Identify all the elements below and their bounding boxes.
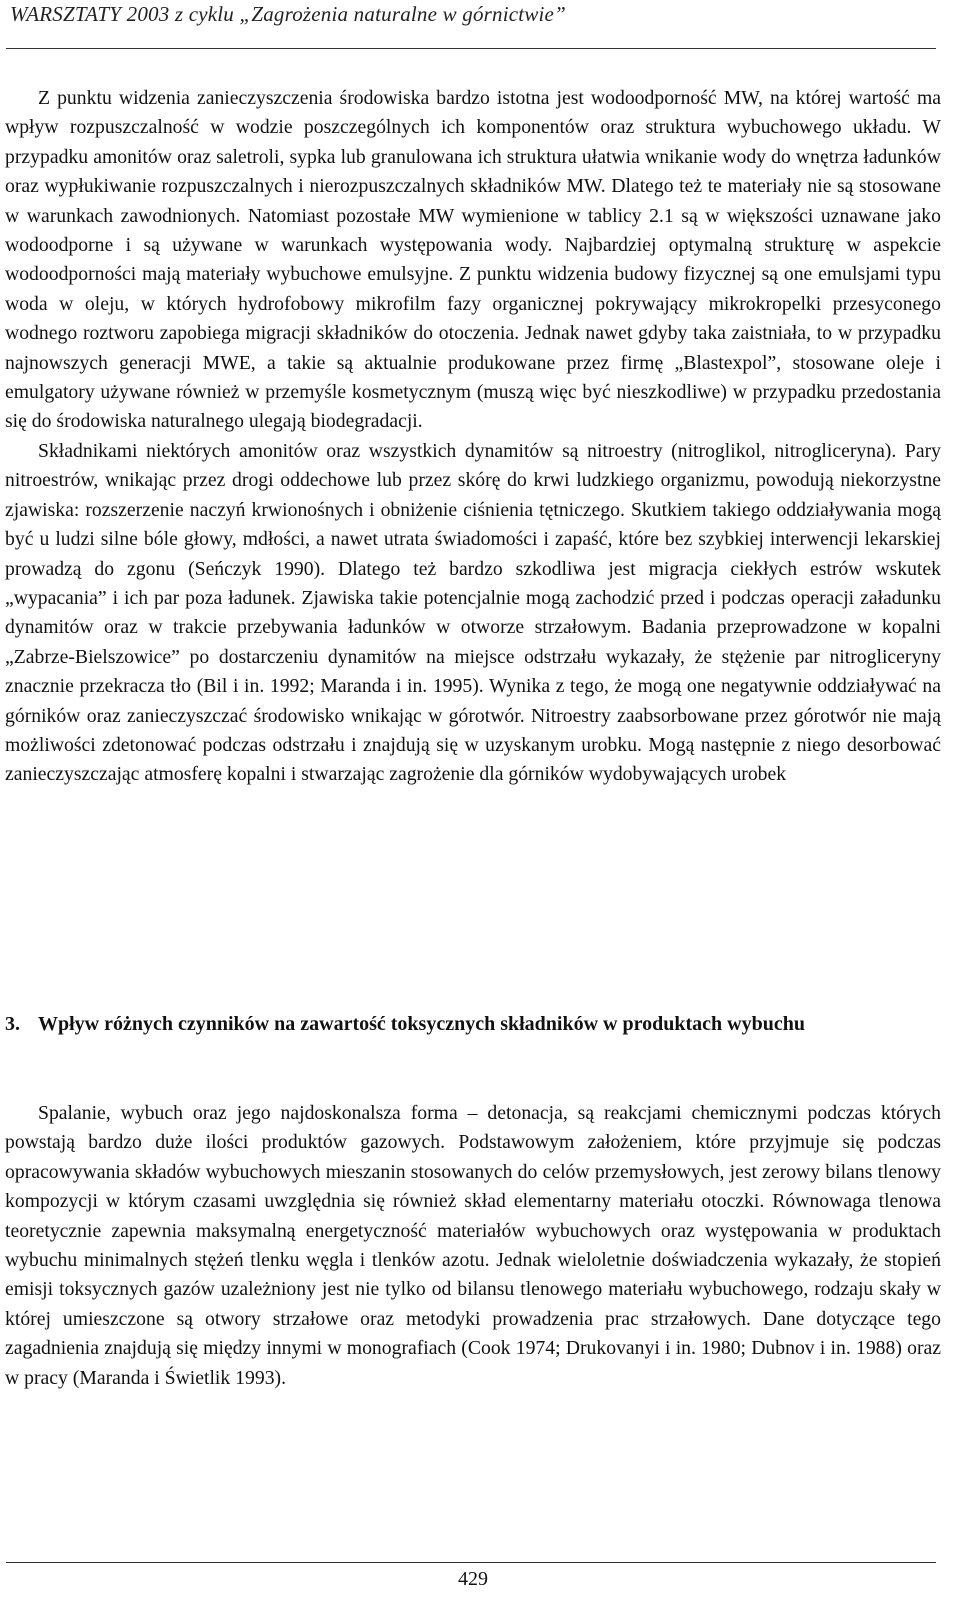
section-number: 3.	[5, 1013, 20, 1035]
header-rule	[6, 48, 936, 49]
section-title: Wpływ różnych czynników na zawartość toksycznych składników w produktach wybuchu	[38, 1013, 805, 1035]
page-number: 429	[458, 1568, 488, 1590]
body-text	[5, 84, 941, 790]
paragraph-combustion: Spalanie, wybuch oraz jego najdoskonalsza forma – detonacja, są reakcjami chemicznymi podczas których powstają bardzo duże ilości produktów gazowych. Podstawowym założeniem, które przyjmuje się podczas opracowywania składów wybuchowych mieszanin stosowanych do celów przemysłowych, jest zerowy bilans tlenowy kompozycji w którym czasami uwzględnia się również skład elementarny materiału otoczki. Równowaga tlenowa teoretycznie zapewnia maksymalną energetyczność materiałów wybuchowych oraz występowania w produktach wybuchu minimalnych stężeń tlenku węgla i tlenków azotu. Jednak wieloletnie doświadczenia wykazały, że stopień emisji toksycznych gazów uzależniony jest nie tylko od bilansu tlenowego materiału wybuchowego, rodzaju skały w której umieszczone są otwory strzałowe oraz metodyki prowadzenia prac strzałowych. Dane dotyczące tego zagadnienia znajdują się między innymi w monografiach (Cook 1974; Drukovanyi i in. 1980; Dubnov i in. 1988) oraz w pracy (Maranda i Świetlik 1993).	[5, 1102, 941, 1389]
running-header: WARSZTATY 2003 z cyklu „Zagrożenia naturalne w górnictwie”	[10, 2, 566, 26]
section-heading	[5, 1009, 905, 1039]
paragraph-water-resistance: Z punktu widzenia zanieczyszczenia środowiska bardzo istotna jest wodoodporność MW, na której wartość ma wpływ rozpuszczalność w wodzie poszczególnych ich komponentów oraz struktura wybuchowego układu. W przypadku amonitów oraz saletroli, sypka lub granulowana ich struktura ułatwia wnikanie wody do wnętrza ładunków oraz wypłukiwanie rozpuszczalnych i nierozpuszczalnych składników MW. Dlatego też te materiały nie są stosowane w warunkach zawodnionych. Natomiast pozostałe MW wymienione w tablicy 2.1 są w większości uznawane jako wodoodporne i są używane w warunkach występowania wody. Najbardziej optymalną strukturę w aspekcie wodoodporności mają materiały wybuchowe emulsyjne. Z punktu widzenia budowy fizycznej są one emulsjami typu woda w oleju, w których hydrofobowy mikrofilm fazy organicznej pokrywający mikrokropelki przesyconego wodnego roztworu zapobiega migracji składników do otoczenia. Jednak nawet gdyby taka zaistniała, to w przypadku najnowszych generacji MWE, a takie są aktualnie produkowane przez firmę „Blastexpol”, stosowane oleje i emulgatory używane również w przemyśle kosmetycznym (muszą więc być nieszkodliwe) w przypadku przedostania się do środowiska naturalnego ulegają biodegradacji.	[5, 87, 941, 433]
paragraph-nitroesters: Składnikami niektórych amonitów oraz wszystkich dynamitów są nitroestry (nitroglikol, nitrogliceryna). Pary nitroestrów, wnikając przez drogi oddechowe lub przez skórę do krwi ludzkiego organizmu, powodują niekorzystne zjawiska: rozszerzenie naczyń krwionośnych i obniżenie ciśnienia tętniczego. Skutkiem takiego oddziaływania mogą być u ludzi silne bóle głowy, mdłości, a nawet utrata świadomości i zapaść, które bez szybkiej interwencji lekarskiej prowadzą do zgonu (Seńczyk 1990). Dlatego też bardzo szkodliwa jest migracja ciekłych estrów wskutek „wypacania” i ich par poza ładunek. Zjawiska takie potencjalnie mogą zachodzić przed i podczas operacji załadunku dynamitów oraz w trakcie przebywania ładunków w otworze strzałowym. Badania przeprowadzone w kopalni „Zabrze-Bielszowice” po dostarczeniu dynamitów na miejsce odstrzału wykazały, że stężenie par nitrogliceryny znacznie przekracza tło (Bil i in. 1992; Maranda i in. 1995). Wynika z tego, że mogą one negatywnie oddziaływać na górników oraz zanieczyszczać środowisko wnikając w górotwór. Nitroestry zaabsorbowane przez górotwór nie mają możliwości zdetonować podczas odstrzału i znajdują się w uzyskanym urobku. Mogą następnie z niego desorbować zanieczyszczając atmosferę kopalni i stwarzając zagrożenie dla górników wydobywających urobek	[5, 439, 941, 786]
footer-rule	[6, 1562, 936, 1563]
section-body-text	[5, 1099, 941, 1393]
